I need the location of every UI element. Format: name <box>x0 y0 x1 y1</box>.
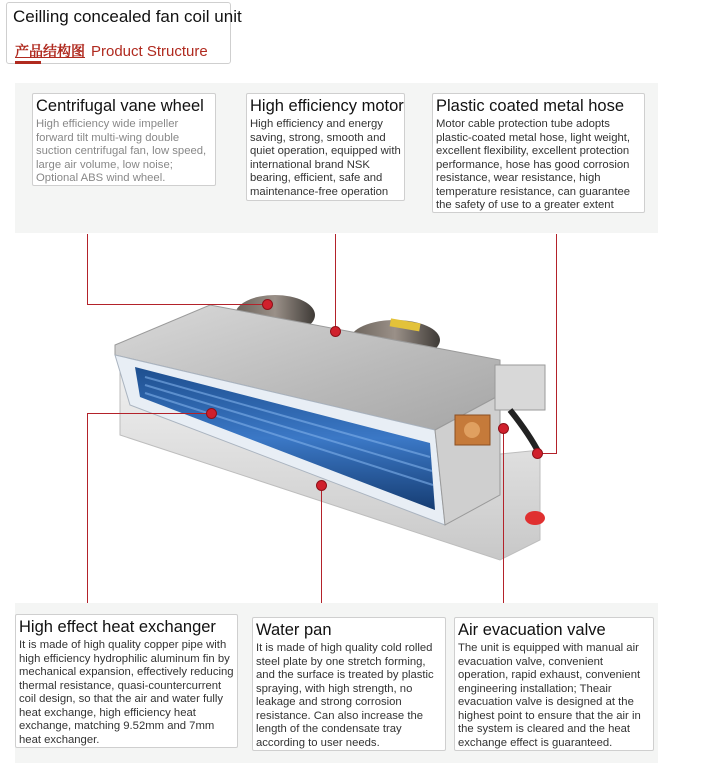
callout-line-vane-wheel-vertical <box>87 234 88 304</box>
section-subtitle <box>15 41 208 61</box>
callout-line-motor-vertical <box>335 234 336 331</box>
feature-body: Motor cable protection tube adopts plastic-coated metal hose, light weight, excellent flexibility, excellent protection performance, hose has good corrosion resistance, wear resistance, high temperature resistance, can guarantee the safety of use to a greater extent <box>436 118 631 211</box>
callout-line-vane-wheel-horizontal <box>87 304 268 305</box>
header-box <box>6 2 242 64</box>
callout-dot-heat-exchanger <box>206 408 217 419</box>
feature-card-high-efficiency-motor <box>246 93 405 201</box>
section-subtitle-text: Product Structure <box>91 43 208 60</box>
page-title: Ceilling concealed fan coil unit <box>13 7 242 26</box>
feature-body: High efficiency wide impeller forward tilt multi-wing double suction centrifugal fan, low speed, large air volume, low noise; Optional ABS wind wheel. <box>36 118 207 184</box>
section-cn-label: 产品结构图 <box>15 44 85 60</box>
callout-line-water-pan-vertical <box>321 485 322 603</box>
feature-card-heat-exchanger <box>15 614 238 748</box>
feature-title: Centrifugal vane wheel <box>36 97 204 115</box>
feature-card-centrifugal-vane-wheel <box>32 93 216 186</box>
feature-body: It is made of high quality cold rolled steel plate by one stretch forming, and the surface is treated by plastic spraying, with high strength, no leakage and strong corrosion resistance. Can also increase the length of the condensate tray according to user needs. <box>256 642 434 749</box>
feature-card-air-evacuation-valve <box>454 617 654 751</box>
feature-title: Plastic coated metal hose <box>436 97 625 115</box>
feature-body: It is made of high quality copper pipe with high efficiency hydrophilic aluminum fin by mechanical expansion, effectively reducing thermal resistance, quasi-countercurrent coil design, so that the air and water fully heat exchange, high efficiency heat exchange, matching 9.52mm and 7mm heat exchanger. <box>19 639 234 746</box>
feature-title: Air evacuation valve <box>458 621 606 639</box>
callout-line-hose-vertical <box>556 234 557 454</box>
feature-body: High efficiency and energy saving, strong, smooth and quiet operation, equipped with international brand NSK bearing, efficient, safe and maintenance-free operation <box>250 118 401 198</box>
feature-card-water-pan <box>252 617 446 751</box>
header-underline <box>15 61 41 64</box>
callout-line-valve-vertical <box>503 428 504 603</box>
callout-line-heat-exchanger-vertical <box>87 413 88 603</box>
feature-title: High effect heat exchanger <box>19 618 216 636</box>
callout-dot-water-pan <box>316 480 327 491</box>
callout-dot-vane-wheel <box>262 299 273 310</box>
callout-line-heat-exchanger-horizontal <box>87 413 212 414</box>
callout-dot-motor <box>330 326 341 337</box>
feature-title: High efficiency motor <box>250 97 404 115</box>
feature-card-plastic-coated-metal-hose <box>432 93 645 213</box>
feature-title: Water pan <box>256 621 332 639</box>
feature-body: The unit is equipped with manual air evacuation valve, convenient operation, rapid exhaust, convenient engineering installation; Theair evacuation valve is designed at the highest point to ensure that the air in the system is cleared and the heat exchange effect is guaranteed. <box>458 642 641 749</box>
callout-dot-hose <box>532 448 543 459</box>
callout-dot-valve <box>498 423 509 434</box>
